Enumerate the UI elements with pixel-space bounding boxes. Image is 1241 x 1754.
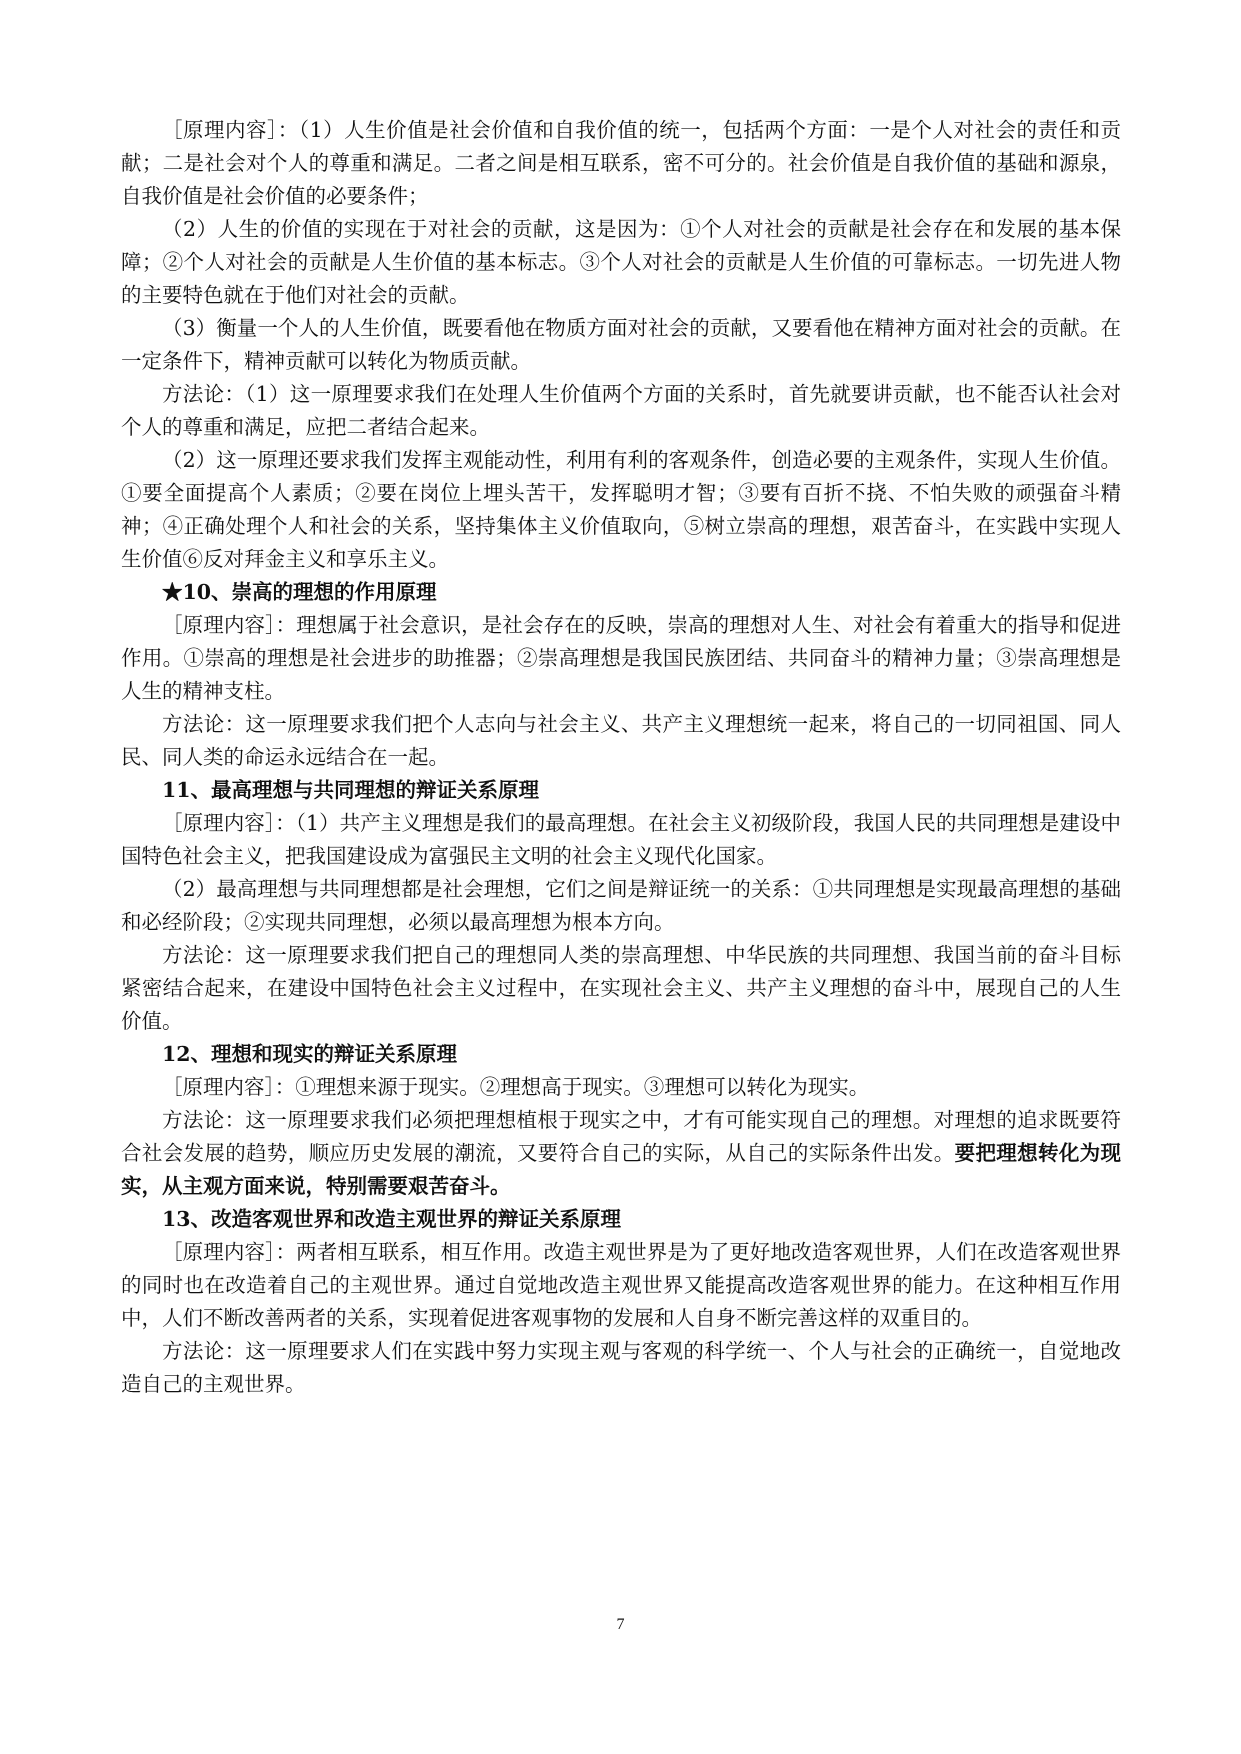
- paragraph-with-bold-tail: [121, 1104, 1121, 1203]
- paragraph: 方法论：这一原理要求人们在实践中努力实现主观与客观的科学统一、个人与社会的正确统一，自觉地改造自己的主观世界。: [121, 1339, 1121, 1396]
- section-heading: 13、改造客观世界和改造主观世界的辩证关系原理: [162, 1207, 622, 1231]
- paragraph: （3）衡量一个人的人生价值，既要看他在物质方面对社会的贡献，又要看他在精神方面对社会的贡献。在一定条件下，精神贡献可以转化为物质贡献。: [121, 316, 1121, 373]
- paragraph: 方法论：（1）这一原理要求我们在处理人生价值两个方面的关系时，首先就要讲贡献，也不能否认社会对个人的尊重和满足，应把二者结合起来。: [121, 382, 1121, 439]
- section-heading: 12、理想和现实的辩证关系原理: [162, 1042, 458, 1066]
- paragraph: ［原理内容］：（1）人生价值是社会价值和自我价值的统一，包括两个方面：一是个人对社会的责任和贡献；二是社会对个人的尊重和满足。二者之间是相互联系，密不可分的。社会价值是自我价值的基础和源泉，自我价值是社会价值的必要条件；: [121, 118, 1121, 208]
- paragraph-text: 方法论：这一原理要求我们必须把理想植根于现实之中，才有可能实现自己的理想。对理想的追求既要符合社会发展的趋势，顺应历史发展的潮流，又要符合自己的实际，从自己的实际条件出发。: [121, 1108, 1121, 1165]
- bold-emphasis: 要把理想转化为现实，从主观方面来说，特别需要艰苦奋斗。: [121, 1141, 1122, 1198]
- paragraph: （2）人生的价值的实现在于对社会的贡献，这是因为：①个人对社会的贡献是社会存在和发展的基本保障；②个人对社会的贡献是人生价值的基本标志。③个人对社会的贡献是人生价值的可靠标志。一切先进人物的主要特色就在于他们对社会的贡献。: [121, 217, 1121, 307]
- paragraph: 方法论：这一原理要求我们把个人志向与社会主义、共产主义理想统一起来，将自己的一切同祖国、同人民、同人类的命运永远结合在一起。: [121, 712, 1121, 769]
- section-heading: 11、最高理想与共同理想的辩证关系原理: [162, 778, 540, 802]
- section-heading: ★10、崇高的理想的作用原理: [162, 580, 437, 604]
- paragraph: ［原理内容］：①理想来源于现实。②理想高于现实。③理想可以转化为现实。: [162, 1075, 870, 1099]
- paragraph: ［原理内容］：理想属于社会意识，是社会存在的反映，崇高的理想对人生、对社会有着重大的指导和促进作用。①崇高的理想是社会进步的助推器；②崇高理想是我国民族团结、共同奋斗的精神力量；③崇高理想是人生的精神支柱。: [121, 613, 1121, 703]
- paragraph: ［原理内容］：两者相互联系，相互作用。改造主观世界是为了更好地改造客观世界，人们在改造客观世界的同时也在改造着自己的主观世界。通过自觉地改造主观世界又能提高改造客观世界的能力。在这种相互作用中，人们不断改善两者的关系，实现着促进客观事物的发展和人自身不断完善这样的双重目的。: [121, 1240, 1121, 1330]
- page-number: 7: [616, 1616, 625, 1633]
- paragraph: ［原理内容］：（1）共产主义理想是我们的最高理想。在社会主义初级阶段，我国人民的共同理想是建设中国特色社会主义，把我国建设成为富强民主文明的社会主义现代化国家。: [121, 811, 1121, 868]
- document-body: [121, 114, 1121, 1401]
- paragraph: （2）最高理想与共同理想都是社会理想，它们之间是辩证统一的关系：①共同理想是实现最高理想的基础和必经阶段；②实现共同理想，必须以最高理想为根本方向。: [121, 877, 1121, 934]
- paragraph: 方法论：这一原理要求我们把自己的理想同人类的崇高理想、中华民族的共同理想、我国当前的奋斗目标紧密结合起来，在建设中国特色社会主义过程中，在实现社会主义、共产主义理想的奋斗中，展现自己的人生价值。: [121, 943, 1121, 1033]
- paragraph: （2）这一原理还要求我们发挥主观能动性，利用有利的客观条件，创造必要的主观条件，实现人生价值。①要全面提高个人素质；②要在岗位上埋头苦干，发挥聪明才智；③要有百折不挠、不怕失败的顽强奋斗精神；④正确处理个人和社会的关系，坚持集体主义价值取向，⑤树立崇高的理想，艰苦奋斗，在实践中实现人生价值⑥反对拜金主义和享乐主义。: [121, 448, 1121, 571]
